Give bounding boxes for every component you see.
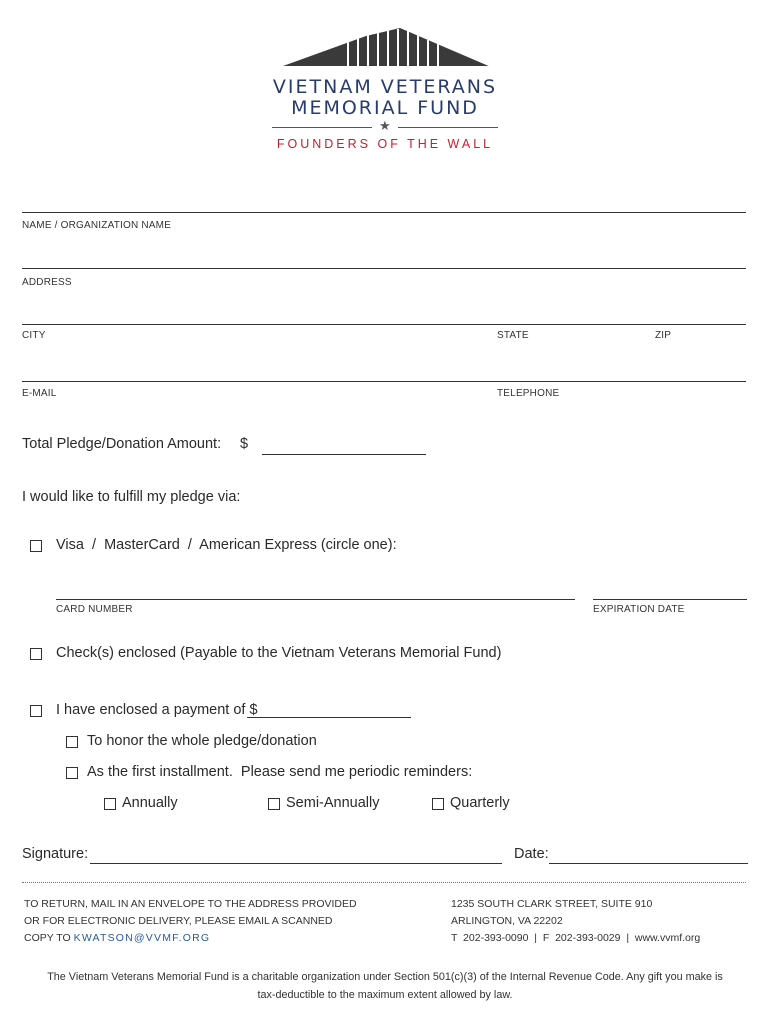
return-line1: TO RETURN, MAIL IN AN ENVELOPE TO THE ADDRESS PROVIDED: [24, 898, 357, 910]
pledge-amount-label: Total Pledge/Donation Amount:: [22, 436, 222, 452]
star-icon: ★: [379, 118, 391, 133]
date-field[interactable]: [549, 863, 748, 864]
payment-enclosed-checkbox[interactable]: [30, 705, 42, 717]
disclaimer-line2: tax-deductible to the maximum extent allowed by law.: [257, 989, 513, 1001]
mailing-address: [451, 896, 700, 947]
logo-divider-right: [398, 127, 498, 128]
annually-label: Annually: [122, 795, 178, 811]
signature-field[interactable]: [90, 863, 502, 864]
return-line2: OR FOR ELECTRONIC DELIVERY, PLEASE EMAIL A SCANNED: [24, 915, 333, 927]
quarterly-label: Quarterly: [450, 795, 510, 811]
name-field-label: NAME / ORGANIZATION NAME: [22, 220, 172, 231]
tagline: FOUNDERS OF THE WALL: [276, 137, 494, 151]
fulfill-prompt: I would like to fulfill my pledge via:: [22, 489, 241, 505]
org-name-line1: VIETNAM VETERANS: [272, 76, 498, 98]
zip-field-label: ZIP: [655, 330, 672, 341]
date-label: Date:: [514, 846, 549, 862]
first-installment-checkbox[interactable]: [66, 767, 78, 779]
credit-card-checkbox[interactable]: [30, 540, 42, 552]
address-line1: 1235 SOUTH CLARK STREET, SUITE 910: [451, 898, 653, 910]
first-installment-label: As the first installment. Please send me periodic reminders:: [87, 764, 473, 780]
contact-phone-fax-web: T 202-393-0090 | F 202-393-0029 | www.vvmf.org: [451, 932, 701, 944]
name-field-line[interactable]: [22, 212, 746, 213]
address-field-label: ADDRESS: [22, 277, 72, 288]
email-field-label: E-MAIL: [22, 388, 57, 399]
return-instructions: [24, 896, 357, 947]
state-field-label: STATE: [497, 330, 529, 341]
check-enclosed-checkbox[interactable]: [30, 648, 42, 660]
expiration-date-field[interactable]: [593, 599, 747, 600]
disclaimer-line1: The Vietnam Veterans Memorial Fund is a charitable organization under Section 501(c)(3) of the Internal Revenue Code. Any gift you make is: [47, 971, 723, 983]
pledge-currency-symbol: $: [240, 436, 249, 452]
telephone-field-label: TELEPHONE: [497, 388, 560, 399]
return-line3: [24, 930, 357, 947]
address-line2: ARLINGTON, VA 22202: [451, 915, 563, 927]
tax-disclaimer: [30, 968, 740, 1004]
payment-enclosed-label: I have enclosed a payment of $: [56, 702, 258, 718]
org-name-line2: MEMORIAL FUND: [291, 97, 479, 119]
city-field-label: CITY: [22, 330, 46, 341]
check-enclosed-label: Check(s) enclosed (Payable to the Vietnam Veterans Memorial Fund): [56, 645, 502, 661]
logo-divider-left: [272, 127, 372, 128]
annually-checkbox[interactable]: [104, 798, 116, 810]
card-number-label: CARD NUMBER: [56, 604, 133, 615]
city-state-zip-line[interactable]: [22, 324, 746, 325]
return-line3-prefix: COPY TO: [24, 932, 74, 944]
semi-annually-label: Semi-Annually: [286, 795, 380, 811]
expiration-date-label: EXPIRATION DATE: [593, 604, 685, 615]
honor-pledge-label: To honor the whole pledge/donation: [87, 733, 317, 749]
honor-pledge-checkbox[interactable]: [66, 736, 78, 748]
email-telephone-line[interactable]: [22, 381, 746, 382]
contact-email-link[interactable]: KWATSON@VVMF.ORG: [73, 932, 211, 944]
payment-amount-field[interactable]: [247, 717, 411, 718]
footer-divider: [22, 882, 746, 883]
pledge-amount-field[interactable]: [262, 454, 426, 455]
quarterly-checkbox[interactable]: [432, 798, 444, 810]
semi-annually-checkbox[interactable]: [268, 798, 280, 810]
signature-label: Signature:: [22, 846, 89, 862]
address-field-line[interactable]: [22, 268, 746, 269]
credit-card-option-label: Visa / MasterCard / American Express (circle one):: [56, 537, 397, 553]
card-number-field[interactable]: [56, 599, 575, 600]
memorial-wall-roof-icon: [270, 26, 500, 72]
